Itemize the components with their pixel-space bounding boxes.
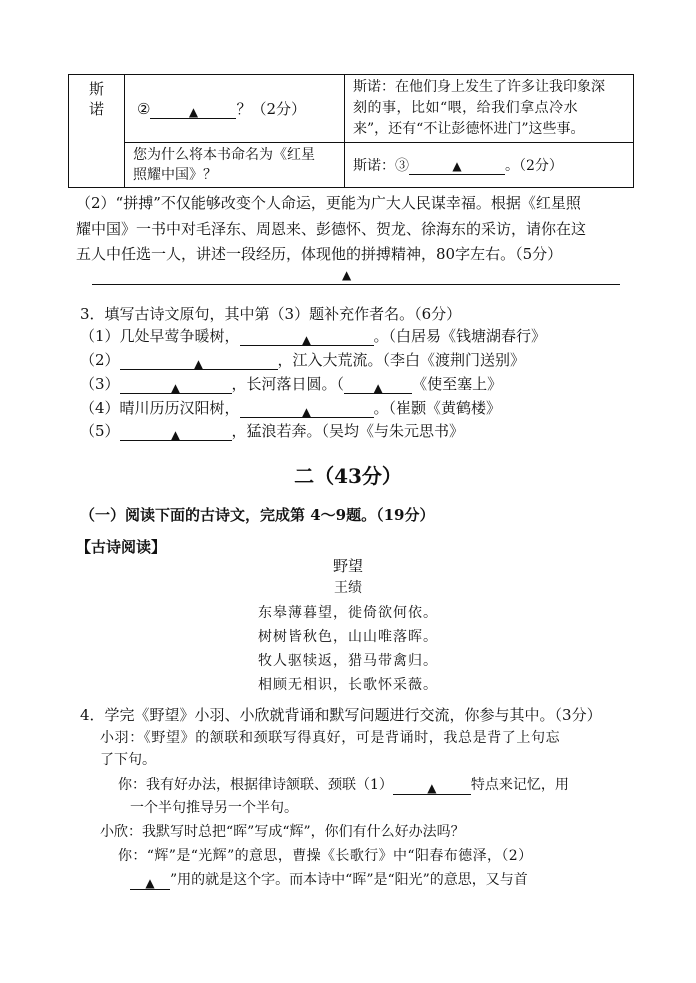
q4-blank2[interactable] [130, 872, 170, 890]
section-sub: （一）阅读下面的古诗文，完成第 4～9题。（19分） [80, 506, 435, 524]
q2-blank[interactable] [150, 101, 236, 119]
interview-table [68, 74, 634, 188]
q2-cell [125, 75, 345, 143]
a1-cell [345, 75, 634, 143]
poem-title: 野望 [332, 557, 363, 575]
a3-tail: 。（2分） [505, 158, 563, 174]
q3-item2-b: ，江入大荒流。（李白《渡荆门送别》 [277, 351, 526, 369]
table-header-cell [69, 75, 125, 188]
poem-line: 牧人驱犊返，猎马带禽归。 [258, 653, 438, 669]
q3-item3-b: ，长河落日圆。（ [231, 375, 345, 393]
q3-item4-blank[interactable] [240, 400, 374, 418]
poem-tag: 【古诗阅读】 [76, 538, 167, 556]
a1-line3: 来”，还有“不让彭德怀进门”这些事。 [353, 121, 585, 137]
q4-title: 4．学完《野望》小羽、小欣就背诵和默写问题进行交流，你参与其中。（3分） [80, 706, 602, 724]
q4-ni1 [118, 775, 569, 795]
q4-xy2: 了下句。 [100, 752, 156, 768]
q4-ni3: 你：“辉”是“光辉”的意思，曹操《长歌行》中“阳春布德泽，（2） [118, 848, 533, 864]
q3-item2 [80, 350, 525, 370]
triangle-icon: ▲ [342, 268, 352, 282]
q4-ni1-a: 你：我有好办法，根据律诗颔联、颈联（1） [118, 777, 393, 793]
q3-item1-b: 。（白居易《钱塘湖春行》 [373, 327, 547, 345]
poem-line: 相顾无相识，长歌怀采薇。 [258, 677, 438, 693]
a3-cell [345, 143, 634, 188]
q4-ni1-b: 特点来记忆，用 [470, 777, 569, 793]
q3-item1 [80, 326, 546, 346]
q2-num: ② [137, 100, 151, 118]
q2b-line3: 五人中任选一人，讲述一段经历，体现他的拼搏精神，80字左右。（5分） [76, 245, 563, 263]
poem-line: 树树皆秋色，山山唯落晖。 [258, 629, 438, 645]
q3-item3-blank[interactable] [120, 376, 232, 394]
q3-item5-blank[interactable] [120, 423, 232, 441]
q3-line2: 照耀中国》？ [133, 167, 217, 183]
answer-line[interactable] [92, 284, 620, 285]
q3-item3 [80, 374, 502, 394]
q3-item3-c: 《使至塞上》 [412, 375, 503, 393]
q4-ni4 [130, 870, 528, 890]
q4-xx1: 小欣：我默写时总把“晖”写成“辉”，你们有什么好办法吗？ [100, 824, 465, 840]
q3-item4 [80, 398, 501, 418]
q3-item5 [80, 421, 464, 441]
triangle-icon: ▲ [145, 876, 155, 890]
triangle-icon: ▲ [301, 405, 312, 419]
q3-item2-blank[interactable] [120, 352, 278, 370]
poem-author: 王绩 [334, 580, 362, 596]
triangle-icon: ▲ [170, 381, 181, 395]
q3-item4-a: （4）晴川历历汉阳树， [80, 399, 240, 417]
poem-line: 东皋薄暮望，徙倚欲何依。 [258, 605, 438, 621]
q3-item5-b: ，猛浪若奔。（吴均《与朱元思书》 [231, 422, 465, 440]
q2b-line2: 耀中国》一书中对毛泽东、周恩来、彭德怀、贺龙、徐海东的采访，请你在这 [76, 220, 587, 238]
a1-line2: 刻的事，比如“喂，给我们拿点冷水 [353, 100, 579, 116]
table-header: 斯诺 [88, 80, 104, 118]
q3-item3-author-blank[interactable] [344, 376, 412, 394]
a3-label: 斯诺：③ [353, 158, 409, 174]
q3-item3-a: （3） [80, 375, 120, 393]
q2b-line1: （2）“拼搏”不仅能够改变个人命运，更能为广大人民谋幸福。根据《红星照 [76, 194, 581, 212]
triangle-icon: ▲ [188, 105, 199, 119]
a1-line1: 斯诺：在他们身上发生了许多让我印象深 [353, 79, 605, 95]
q3-cell [125, 143, 345, 188]
q4-ni4-text: ”用的就是这个字。而本诗中“晖”是“阳光”的意思，又与首 [170, 872, 528, 888]
q3-title: 3．填写古诗文原句，其中第（3）题补充作者名。（6分） [80, 305, 462, 323]
section-title: 二（43分） [294, 464, 402, 488]
q4-blank1[interactable] [393, 777, 471, 795]
q3-item5-a: （5） [80, 422, 120, 440]
triangle-icon: ▲ [373, 381, 383, 395]
q3-line1: 您为什么将本书命名为《红星 [133, 147, 315, 163]
q2-tail: ？（2分） [236, 100, 306, 118]
q4-xy1: 小羽：《野望》的颔联和颈联写得真好，可是背诵时，我总是背了上句忘 [100, 730, 561, 746]
a3-blank[interactable] [409, 157, 505, 175]
triangle-icon: ▲ [170, 428, 181, 442]
triangle-icon: ▲ [452, 159, 462, 173]
q3-item4-b: 。（崔颢《黄鹤楼》 [373, 399, 502, 417]
q3-item1-a: （1）几处早莺争暖树， [80, 327, 240, 345]
q3-item2-a: （2） [80, 351, 120, 369]
q3-item1-blank[interactable] [240, 328, 374, 346]
triangle-icon: ▲ [301, 333, 312, 347]
q4-ni2: 一个半句推导另一个半句。 [130, 800, 298, 816]
triangle-icon: ▲ [427, 781, 437, 795]
triangle-icon: ▲ [193, 357, 204, 371]
